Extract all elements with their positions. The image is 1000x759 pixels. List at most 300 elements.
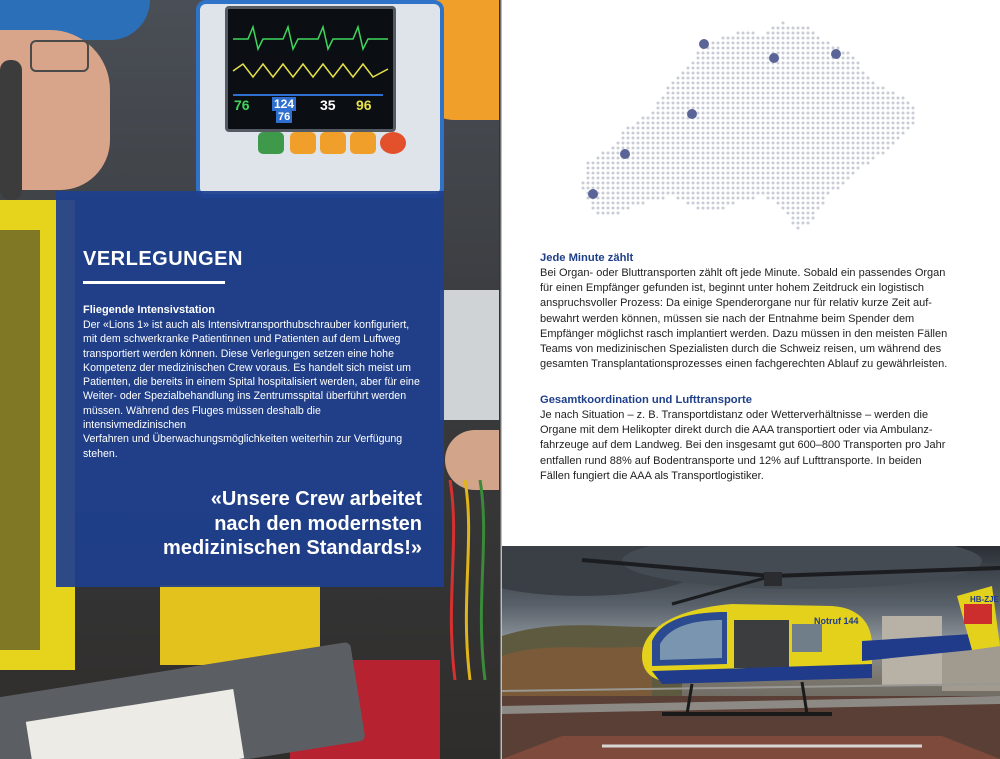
map-dot bbox=[612, 202, 615, 205]
map-dot bbox=[717, 177, 720, 180]
map-dot bbox=[642, 137, 645, 140]
map-dot bbox=[732, 42, 735, 45]
map-dot bbox=[827, 107, 830, 110]
map-dot bbox=[812, 127, 815, 130]
map-dot bbox=[747, 102, 750, 105]
map-dot bbox=[792, 202, 795, 205]
map-dot bbox=[837, 132, 840, 135]
map-dot bbox=[722, 157, 725, 160]
map-dot bbox=[602, 177, 605, 180]
map-dot bbox=[657, 137, 660, 140]
map-dot bbox=[742, 32, 745, 35]
map-dot bbox=[822, 167, 825, 170]
map-dot bbox=[787, 132, 790, 135]
map-dot bbox=[777, 197, 780, 200]
map-dot bbox=[707, 82, 710, 85]
map-dot bbox=[677, 122, 680, 125]
map-dot bbox=[752, 102, 755, 105]
map-dot bbox=[842, 62, 845, 65]
map-dot bbox=[777, 167, 780, 170]
map-dot bbox=[747, 62, 750, 65]
map-dot bbox=[712, 192, 715, 195]
map-dot bbox=[797, 167, 800, 170]
map-dot bbox=[692, 157, 695, 160]
map-dot bbox=[687, 132, 690, 135]
map-dot bbox=[722, 152, 725, 155]
body-line: Weiter- oder Spezialbehandlung ins Zentrumsspital überführt werden bbox=[83, 390, 407, 403]
map-dot bbox=[717, 52, 720, 55]
map-dot bbox=[817, 142, 820, 145]
map-dot bbox=[792, 162, 795, 165]
map-dot bbox=[722, 42, 725, 45]
map-dot bbox=[602, 202, 605, 205]
map-dot bbox=[697, 162, 700, 165]
map-dot bbox=[667, 177, 670, 180]
map-dot bbox=[692, 142, 695, 145]
map-dot bbox=[767, 67, 770, 70]
map-dot bbox=[832, 132, 835, 135]
vest-shadow bbox=[0, 230, 40, 650]
map-dot bbox=[732, 172, 735, 175]
map-dot bbox=[652, 172, 655, 175]
map-dot bbox=[742, 157, 745, 160]
map-dot bbox=[787, 122, 790, 125]
map-dot bbox=[792, 92, 795, 95]
map-dot bbox=[707, 62, 710, 65]
map-dot bbox=[807, 97, 810, 100]
map-dot bbox=[882, 152, 885, 155]
map-dot bbox=[687, 97, 690, 100]
map-dot bbox=[702, 187, 705, 190]
map-dot bbox=[882, 112, 885, 115]
map-dot bbox=[607, 162, 610, 165]
map-dot bbox=[732, 147, 735, 150]
map-dot bbox=[837, 167, 840, 170]
map-dot bbox=[777, 147, 780, 150]
map-dot bbox=[897, 127, 900, 130]
map-dot bbox=[752, 147, 755, 150]
map-dot bbox=[687, 72, 690, 75]
map-dot bbox=[677, 137, 680, 140]
map-dot bbox=[757, 102, 760, 105]
map-dot bbox=[852, 162, 855, 165]
map-dot bbox=[762, 77, 765, 80]
map-dot bbox=[807, 57, 810, 60]
map-dot bbox=[812, 117, 815, 120]
map-dot bbox=[757, 62, 760, 65]
map-dot bbox=[792, 57, 795, 60]
map-dot bbox=[697, 192, 700, 195]
map-dot bbox=[832, 157, 835, 160]
map-dot bbox=[797, 47, 800, 50]
map-dot bbox=[732, 37, 735, 40]
map-dot bbox=[857, 157, 860, 160]
map-dot bbox=[757, 132, 760, 135]
map-dot bbox=[797, 97, 800, 100]
map-dot bbox=[802, 37, 805, 40]
map-dot bbox=[667, 162, 670, 165]
map-dot bbox=[772, 157, 775, 160]
map-dot bbox=[802, 57, 805, 60]
map-dot bbox=[632, 147, 635, 150]
map-dot bbox=[742, 142, 745, 145]
map-dot bbox=[782, 127, 785, 130]
map-dot bbox=[862, 147, 865, 150]
map-dot bbox=[797, 157, 800, 160]
map-dot bbox=[742, 122, 745, 125]
map-dot bbox=[757, 177, 760, 180]
map-dot bbox=[632, 202, 635, 205]
map-dot bbox=[802, 207, 805, 210]
map-dot bbox=[727, 132, 730, 135]
map-dot bbox=[832, 147, 835, 150]
map-dot bbox=[657, 162, 660, 165]
map-dot bbox=[827, 187, 830, 190]
map-dot bbox=[737, 127, 740, 130]
map-dot bbox=[777, 27, 780, 30]
map-dot bbox=[892, 137, 895, 140]
map-dot bbox=[757, 92, 760, 95]
map-dot bbox=[787, 82, 790, 85]
map-dot bbox=[762, 37, 765, 40]
map-dot bbox=[587, 167, 590, 170]
map-dot bbox=[727, 187, 730, 190]
map-dot bbox=[787, 57, 790, 60]
map-dot bbox=[797, 72, 800, 75]
map-dot bbox=[657, 147, 660, 150]
map-dot bbox=[747, 87, 750, 90]
map-dot bbox=[727, 97, 730, 100]
map-dot bbox=[767, 172, 770, 175]
map-dot bbox=[777, 157, 780, 160]
map-dot bbox=[732, 82, 735, 85]
map-dot bbox=[642, 162, 645, 165]
map-dot bbox=[797, 172, 800, 175]
map-dot bbox=[677, 182, 680, 185]
map-dot bbox=[757, 142, 760, 145]
map-dot bbox=[782, 142, 785, 145]
map-dot bbox=[677, 82, 680, 85]
map-dot bbox=[757, 112, 760, 115]
map-dot bbox=[662, 182, 665, 185]
map-dot bbox=[797, 182, 800, 185]
map-dot bbox=[612, 197, 615, 200]
map-dot bbox=[792, 207, 795, 210]
map-dot bbox=[612, 157, 615, 160]
section-title: VERLEGUNGEN bbox=[83, 248, 243, 270]
map-dot bbox=[777, 72, 780, 75]
map-dot bbox=[592, 162, 595, 165]
map-dot bbox=[597, 207, 600, 210]
map-dot bbox=[782, 152, 785, 155]
body-line: Der «Lions 1» ist auch als Intensivtransporthubschrauber konfiguriert, bbox=[83, 319, 410, 331]
map-dot bbox=[632, 142, 635, 145]
map-dot bbox=[887, 117, 890, 120]
map-dot bbox=[782, 37, 785, 40]
map-dot bbox=[862, 157, 865, 160]
map-dot bbox=[687, 172, 690, 175]
map-dot bbox=[787, 182, 790, 185]
map-dot bbox=[847, 57, 850, 60]
map-dot bbox=[772, 47, 775, 50]
map-dot bbox=[642, 142, 645, 145]
map-dot bbox=[707, 137, 710, 140]
map-dot bbox=[667, 112, 670, 115]
map-dot bbox=[637, 152, 640, 155]
map-dot bbox=[602, 152, 605, 155]
map-dot bbox=[887, 137, 890, 140]
map-dot bbox=[682, 152, 685, 155]
map-dot bbox=[622, 192, 625, 195]
map-dot bbox=[737, 157, 740, 160]
map-dot bbox=[587, 187, 590, 190]
map-dot bbox=[817, 92, 820, 95]
map-dot bbox=[852, 137, 855, 140]
map-dot bbox=[737, 137, 740, 140]
map-dot bbox=[812, 167, 815, 170]
map-dot bbox=[712, 137, 715, 140]
map-dot bbox=[787, 37, 790, 40]
map-dot bbox=[652, 112, 655, 115]
map-dot bbox=[717, 142, 720, 145]
map-dot bbox=[757, 187, 760, 190]
map-dot bbox=[612, 207, 615, 210]
map-dot bbox=[882, 117, 885, 120]
map-dot bbox=[782, 122, 785, 125]
map-dot bbox=[652, 127, 655, 130]
map-dot bbox=[872, 117, 875, 120]
map-dot bbox=[727, 92, 730, 95]
map-dot bbox=[817, 127, 820, 130]
map-dot bbox=[802, 107, 805, 110]
map-dot bbox=[767, 147, 770, 150]
map-dot bbox=[737, 122, 740, 125]
map-dot bbox=[672, 167, 675, 170]
map-dot bbox=[802, 92, 805, 95]
map-dot bbox=[737, 152, 740, 155]
map-dot bbox=[782, 162, 785, 165]
map-dot bbox=[807, 207, 810, 210]
body-line: Fällen fungiert die AAA als Transportlogistiker. bbox=[540, 469, 764, 482]
map-dot bbox=[837, 117, 840, 120]
map-dot bbox=[752, 172, 755, 175]
map-dot bbox=[632, 162, 635, 165]
map-dot bbox=[672, 192, 675, 195]
shock-button bbox=[380, 132, 406, 154]
map-dot bbox=[772, 72, 775, 75]
map-dot bbox=[617, 177, 620, 180]
map-dot bbox=[602, 182, 605, 185]
map-dot bbox=[732, 142, 735, 145]
map-dot bbox=[812, 187, 815, 190]
map-dot bbox=[737, 62, 740, 65]
map-dot bbox=[732, 192, 735, 195]
map-dot bbox=[872, 157, 875, 160]
map-dot bbox=[682, 127, 685, 130]
map-dot bbox=[702, 52, 705, 55]
map-dot bbox=[852, 67, 855, 70]
map-dot bbox=[877, 147, 880, 150]
map-dot bbox=[622, 142, 625, 145]
map-dot bbox=[717, 162, 720, 165]
map-dot bbox=[602, 207, 605, 210]
map-dot bbox=[787, 147, 790, 150]
map-dot bbox=[652, 197, 655, 200]
map-dot bbox=[782, 207, 785, 210]
map-dot bbox=[707, 107, 710, 110]
map-dot bbox=[702, 112, 705, 115]
map-dot bbox=[707, 202, 710, 205]
map-dot bbox=[767, 157, 770, 160]
map-dot bbox=[742, 57, 745, 60]
map-dot bbox=[702, 202, 705, 205]
map-dot bbox=[782, 62, 785, 65]
map-dot bbox=[722, 132, 725, 135]
map-dot bbox=[857, 162, 860, 165]
map-dot bbox=[712, 172, 715, 175]
map-dot bbox=[847, 107, 850, 110]
map-dot bbox=[782, 147, 785, 150]
map-dot bbox=[827, 162, 830, 165]
map-dot bbox=[842, 177, 845, 180]
map-dot bbox=[697, 177, 700, 180]
map-dot bbox=[817, 182, 820, 185]
map-dot bbox=[602, 192, 605, 195]
map-dot bbox=[672, 107, 675, 110]
map-dot bbox=[672, 137, 675, 140]
map-dot bbox=[757, 122, 760, 125]
map-dot bbox=[627, 162, 630, 165]
body-line: Je nach Situation – z. B. Transportdistanz oder Wetterverhältnisse – werden die bbox=[540, 409, 929, 421]
map-dot bbox=[697, 117, 700, 120]
map-dot bbox=[792, 197, 795, 200]
map-dot bbox=[817, 42, 820, 45]
map-dot bbox=[802, 47, 805, 50]
map-dot bbox=[852, 127, 855, 130]
map-dot bbox=[792, 52, 795, 55]
map-dot bbox=[777, 127, 780, 130]
map-dot bbox=[802, 62, 805, 65]
map-dot bbox=[782, 107, 785, 110]
map-dot bbox=[732, 97, 735, 100]
map-dot bbox=[622, 137, 625, 140]
map-dot bbox=[747, 37, 750, 40]
map-dot bbox=[832, 142, 835, 145]
map-dot bbox=[822, 197, 825, 200]
map-dot bbox=[607, 177, 610, 180]
map-dot bbox=[827, 117, 830, 120]
map-dot bbox=[882, 102, 885, 105]
map-dot bbox=[697, 82, 700, 85]
map-dot bbox=[667, 87, 670, 90]
map-dot bbox=[842, 102, 845, 105]
map-dot bbox=[702, 127, 705, 130]
map-dot bbox=[767, 127, 770, 130]
map-dot bbox=[652, 122, 655, 125]
map-dot bbox=[737, 52, 740, 55]
map-dot bbox=[752, 182, 755, 185]
map-dot bbox=[722, 82, 725, 85]
map-dot bbox=[822, 187, 825, 190]
map-dot bbox=[692, 187, 695, 190]
map-dot bbox=[597, 162, 600, 165]
map-dot bbox=[792, 147, 795, 150]
map-dot bbox=[737, 57, 740, 60]
map-dot bbox=[602, 187, 605, 190]
map-dot bbox=[712, 47, 715, 50]
map-dot bbox=[752, 92, 755, 95]
map-dot bbox=[597, 212, 600, 215]
map-dot bbox=[707, 192, 710, 195]
map-dot bbox=[617, 197, 620, 200]
map-dot bbox=[842, 152, 845, 155]
map-dot bbox=[592, 167, 595, 170]
map-dot bbox=[772, 162, 775, 165]
map-dot bbox=[762, 147, 765, 150]
map-dot bbox=[852, 147, 855, 150]
map-dot bbox=[662, 172, 665, 175]
body-line: entfallen rund 88% auf Bodentransporte und 12% auf Lufttransporte. In beiden bbox=[540, 454, 922, 467]
map-dot bbox=[677, 102, 680, 105]
map-dot bbox=[672, 102, 675, 105]
map-dot bbox=[837, 172, 840, 175]
map-dot bbox=[747, 162, 750, 165]
map-dot bbox=[627, 177, 630, 180]
map-dot bbox=[737, 117, 740, 120]
map-dot bbox=[802, 177, 805, 180]
map-dot bbox=[732, 87, 735, 90]
map-dot bbox=[707, 77, 710, 80]
map-dot bbox=[727, 62, 730, 65]
map-dot bbox=[677, 177, 680, 180]
map-dot bbox=[817, 122, 820, 125]
map-dot bbox=[687, 77, 690, 80]
map-dot bbox=[692, 77, 695, 80]
map-dot bbox=[727, 167, 730, 170]
map-dot bbox=[867, 142, 870, 145]
map-dot bbox=[732, 167, 735, 170]
map-dot bbox=[767, 132, 770, 135]
map-dot bbox=[687, 192, 690, 195]
map-dot bbox=[722, 62, 725, 65]
map-dot bbox=[767, 112, 770, 115]
map-dot bbox=[792, 42, 795, 45]
map-dot bbox=[822, 72, 825, 75]
map-dot bbox=[912, 122, 915, 125]
map-dot bbox=[717, 182, 720, 185]
map-dot bbox=[862, 127, 865, 130]
map-dot bbox=[817, 177, 820, 180]
map-dot bbox=[617, 162, 620, 165]
map-dot bbox=[742, 52, 745, 55]
map-dot bbox=[767, 197, 770, 200]
map-dot bbox=[747, 77, 750, 80]
map-dot bbox=[747, 82, 750, 85]
map-dot bbox=[772, 187, 775, 190]
map-dot bbox=[647, 137, 650, 140]
map-dot bbox=[752, 197, 755, 200]
map-dot bbox=[847, 142, 850, 145]
map-dot bbox=[787, 72, 790, 75]
map-dot bbox=[782, 167, 785, 170]
map-dot bbox=[777, 37, 780, 40]
map-dot bbox=[752, 97, 755, 100]
map-dot bbox=[692, 192, 695, 195]
map-dot bbox=[722, 67, 725, 70]
map-dot bbox=[712, 182, 715, 185]
map-dot bbox=[807, 142, 810, 145]
map-dot bbox=[637, 162, 640, 165]
